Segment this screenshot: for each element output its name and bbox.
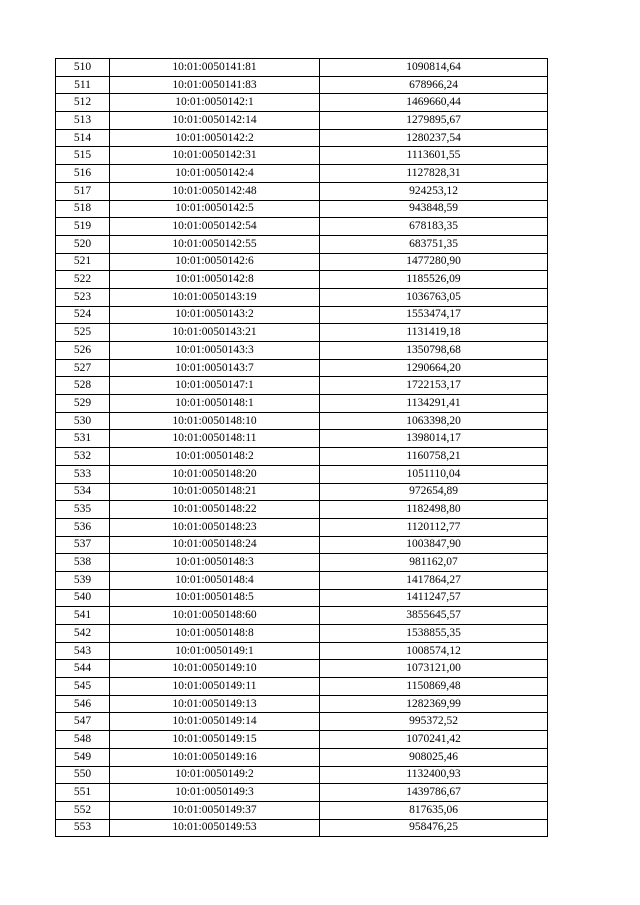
cadastral-number-cell: 10:01:0050142:8 xyxy=(110,271,320,289)
cadastral-number-cell: 10:01:0050141:81 xyxy=(110,59,320,77)
cadastral-number-cell: 10:01:0050148:60 xyxy=(110,607,320,625)
cadastral-number-cell: 10:01:0050148:4 xyxy=(110,571,320,589)
cadastral-value-table xyxy=(55,58,548,837)
cadastral-number-cell: 10:01:0050149:13 xyxy=(110,695,320,713)
table-row xyxy=(56,218,548,236)
row-number-cell: 520 xyxy=(56,235,110,253)
table-row xyxy=(56,342,548,360)
cadastral-value-cell: 817635,06 xyxy=(320,801,548,819)
table-row xyxy=(56,253,548,271)
cadastral-number-cell: 10:01:0050148:8 xyxy=(110,625,320,643)
table-row xyxy=(56,678,548,696)
table-row xyxy=(56,642,548,660)
cadastral-number-cell: 10:01:0050142:6 xyxy=(110,253,320,271)
cadastral-value-cell: 1134291,41 xyxy=(320,395,548,413)
table-row xyxy=(56,465,548,483)
table-row xyxy=(56,731,548,749)
row-number-cell: 551 xyxy=(56,784,110,802)
cadastral-value-cell: 1538855,35 xyxy=(320,625,548,643)
cadastral-number-cell: 10:01:0050149:1 xyxy=(110,642,320,660)
row-number-cell: 532 xyxy=(56,448,110,466)
cadastral-value-cell: 924253,12 xyxy=(320,182,548,200)
cadastral-number-cell: 10:01:0050143:21 xyxy=(110,324,320,342)
table-row xyxy=(56,59,548,77)
row-number-cell: 518 xyxy=(56,200,110,218)
cadastral-number-cell: 10:01:0050149:53 xyxy=(110,819,320,837)
cadastral-number-cell: 10:01:0050148:3 xyxy=(110,554,320,572)
cadastral-number-cell: 10:01:0050147:1 xyxy=(110,377,320,395)
table-row xyxy=(56,271,548,289)
cadastral-value-cell: 1411247,57 xyxy=(320,589,548,607)
table-row xyxy=(56,200,548,218)
row-number-cell: 536 xyxy=(56,518,110,536)
table-row xyxy=(56,536,548,554)
table-row xyxy=(56,288,548,306)
cadastral-number-cell: 10:01:0050148:21 xyxy=(110,483,320,501)
row-number-cell: 519 xyxy=(56,218,110,236)
cadastral-value-cell: 1185526,09 xyxy=(320,271,548,289)
cadastral-value-cell: 1182498,80 xyxy=(320,501,548,519)
cadastral-value-cell: 1003847,90 xyxy=(320,536,548,554)
cadastral-number-cell: 10:01:0050143:19 xyxy=(110,288,320,306)
cadastral-value-cell: 995372,52 xyxy=(320,713,548,731)
row-number-cell: 543 xyxy=(56,642,110,660)
row-number-cell: 524 xyxy=(56,306,110,324)
row-number-cell: 511 xyxy=(56,76,110,94)
row-number-cell: 549 xyxy=(56,748,110,766)
cadastral-value-cell: 678966,24 xyxy=(320,76,548,94)
cadastral-number-cell: 10:01:0050143:3 xyxy=(110,342,320,360)
row-number-cell: 512 xyxy=(56,94,110,112)
row-number-cell: 513 xyxy=(56,112,110,130)
cadastral-value-cell: 1722153,17 xyxy=(320,377,548,395)
table-row xyxy=(56,129,548,147)
cadastral-number-cell: 10:01:0050142:54 xyxy=(110,218,320,236)
row-number-cell: 541 xyxy=(56,607,110,625)
cadastral-value-cell: 1553474,17 xyxy=(320,306,548,324)
row-number-cell: 545 xyxy=(56,678,110,696)
table-row xyxy=(56,112,548,130)
cadastral-value-cell: 1439786,67 xyxy=(320,784,548,802)
row-number-cell: 537 xyxy=(56,536,110,554)
cadastral-value-cell: 1063398,20 xyxy=(320,412,548,430)
row-number-cell: 528 xyxy=(56,377,110,395)
row-number-cell: 510 xyxy=(56,59,110,77)
cadastral-value-cell: 1398014,17 xyxy=(320,430,548,448)
cadastral-number-cell: 10:01:0050142:5 xyxy=(110,200,320,218)
row-number-cell: 538 xyxy=(56,554,110,572)
cadastral-number-cell: 10:01:0050148:23 xyxy=(110,518,320,536)
cadastral-value-cell: 1036763,05 xyxy=(320,288,548,306)
cadastral-value-cell: 972654,89 xyxy=(320,483,548,501)
cadastral-value-cell: 1120112,77 xyxy=(320,518,548,536)
table-row xyxy=(56,695,548,713)
cadastral-number-cell: 10:01:0050148:24 xyxy=(110,536,320,554)
cadastral-number-cell: 10:01:0050149:11 xyxy=(110,678,320,696)
cadastral-number-cell: 10:01:0050148:10 xyxy=(110,412,320,430)
cadastral-value-cell: 1150869,48 xyxy=(320,678,548,696)
table-row xyxy=(56,412,548,430)
row-number-cell: 540 xyxy=(56,589,110,607)
row-number-cell: 525 xyxy=(56,324,110,342)
cadastral-value-cell: 1417864,27 xyxy=(320,571,548,589)
row-number-cell: 516 xyxy=(56,165,110,183)
cadastral-value-cell: 1280237,54 xyxy=(320,129,548,147)
row-number-cell: 531 xyxy=(56,430,110,448)
cadastral-value-cell: 683751,35 xyxy=(320,235,548,253)
cadastral-value-cell: 1350798,68 xyxy=(320,342,548,360)
cadastral-number-cell: 10:01:0050149:37 xyxy=(110,801,320,819)
table-row xyxy=(56,94,548,112)
cadastral-value-cell: 3855645,57 xyxy=(320,607,548,625)
cadastral-value-cell: 908025,46 xyxy=(320,748,548,766)
cadastral-number-cell: 10:01:0050143:2 xyxy=(110,306,320,324)
row-number-cell: 553 xyxy=(56,819,110,837)
cadastral-number-cell: 10:01:0050148:11 xyxy=(110,430,320,448)
cadastral-number-cell: 10:01:0050141:83 xyxy=(110,76,320,94)
cadastral-number-cell: 10:01:0050143:7 xyxy=(110,359,320,377)
row-number-cell: 547 xyxy=(56,713,110,731)
table-row xyxy=(56,554,548,572)
cadastral-value-cell: 1469660,44 xyxy=(320,94,548,112)
cadastral-number-cell: 10:01:0050149:10 xyxy=(110,660,320,678)
table-row xyxy=(56,359,548,377)
table-row xyxy=(56,147,548,165)
row-number-cell: 548 xyxy=(56,731,110,749)
row-number-cell: 515 xyxy=(56,147,110,165)
table-row xyxy=(56,766,548,784)
cadastral-number-cell: 10:01:0050148:1 xyxy=(110,395,320,413)
table-row xyxy=(56,76,548,94)
table-row xyxy=(56,589,548,607)
table-row xyxy=(56,660,548,678)
row-number-cell: 517 xyxy=(56,182,110,200)
cadastral-number-cell: 10:01:0050149:16 xyxy=(110,748,320,766)
cadastral-number-cell: 10:01:0050142:55 xyxy=(110,235,320,253)
row-number-cell: 514 xyxy=(56,129,110,147)
row-number-cell: 530 xyxy=(56,412,110,430)
table-row xyxy=(56,607,548,625)
cadastral-number-cell: 10:01:0050142:2 xyxy=(110,129,320,147)
table-row xyxy=(56,784,548,802)
cadastral-number-cell: 10:01:0050142:14 xyxy=(110,112,320,130)
table-row xyxy=(56,430,548,448)
table-row xyxy=(56,377,548,395)
row-number-cell: 523 xyxy=(56,288,110,306)
row-number-cell: 539 xyxy=(56,571,110,589)
table-row xyxy=(56,395,548,413)
table-row xyxy=(56,571,548,589)
cadastral-value-cell: 1290664,20 xyxy=(320,359,548,377)
row-number-cell: 526 xyxy=(56,342,110,360)
cadastral-value-cell: 1132400,93 xyxy=(320,766,548,784)
cadastral-number-cell: 10:01:0050142:48 xyxy=(110,182,320,200)
cadastral-value-cell: 1282369,99 xyxy=(320,695,548,713)
table-row xyxy=(56,235,548,253)
table-row xyxy=(56,501,548,519)
row-number-cell: 552 xyxy=(56,801,110,819)
row-number-cell: 550 xyxy=(56,766,110,784)
cadastral-value-cell: 1008574,12 xyxy=(320,642,548,660)
cadastral-number-cell: 10:01:0050149:14 xyxy=(110,713,320,731)
cadastral-value-cell: 1127828,31 xyxy=(320,165,548,183)
table-row xyxy=(56,713,548,731)
cadastral-value-cell: 1160758,21 xyxy=(320,448,548,466)
cadastral-value-cell: 1131419,18 xyxy=(320,324,548,342)
cadastral-number-cell: 10:01:0050142:4 xyxy=(110,165,320,183)
table-row xyxy=(56,483,548,501)
cadastral-value-cell: 678183,35 xyxy=(320,218,548,236)
row-number-cell: 521 xyxy=(56,253,110,271)
row-number-cell: 527 xyxy=(56,359,110,377)
table-row xyxy=(56,448,548,466)
row-number-cell: 542 xyxy=(56,625,110,643)
row-number-cell: 533 xyxy=(56,465,110,483)
cadastral-number-cell: 10:01:0050149:2 xyxy=(110,766,320,784)
cadastral-value-cell: 943848,59 xyxy=(320,200,548,218)
cadastral-value-cell: 1477280,90 xyxy=(320,253,548,271)
table-row xyxy=(56,306,548,324)
row-number-cell: 529 xyxy=(56,395,110,413)
cadastral-number-cell: 10:01:0050149:3 xyxy=(110,784,320,802)
row-number-cell: 534 xyxy=(56,483,110,501)
cadastral-value-cell: 1090814,64 xyxy=(320,59,548,77)
table-row xyxy=(56,518,548,536)
table-row xyxy=(56,801,548,819)
row-number-cell: 544 xyxy=(56,660,110,678)
cadastral-value-cell: 1070241,42 xyxy=(320,731,548,749)
cadastral-value-cell: 981162,07 xyxy=(320,554,548,572)
cadastral-value-cell: 1073121,00 xyxy=(320,660,548,678)
table-row xyxy=(56,625,548,643)
table-row xyxy=(56,182,548,200)
cadastral-value-cell: 1279895,67 xyxy=(320,112,548,130)
cadastral-number-cell: 10:01:0050142:1 xyxy=(110,94,320,112)
table-row xyxy=(56,748,548,766)
row-number-cell: 546 xyxy=(56,695,110,713)
cadastral-number-cell: 10:01:0050149:15 xyxy=(110,731,320,749)
cadastral-number-cell: 10:01:0050148:5 xyxy=(110,589,320,607)
cadastral-number-cell: 10:01:0050148:22 xyxy=(110,501,320,519)
cadastral-value-cell: 1113601,55 xyxy=(320,147,548,165)
cadastral-number-cell: 10:01:0050148:20 xyxy=(110,465,320,483)
row-number-cell: 522 xyxy=(56,271,110,289)
row-number-cell: 535 xyxy=(56,501,110,519)
table-row xyxy=(56,324,548,342)
table-row xyxy=(56,819,548,837)
table-row xyxy=(56,165,548,183)
table-body xyxy=(56,59,548,837)
cadastral-value-cell: 1051110,04 xyxy=(320,465,548,483)
cadastral-value-cell: 958476,25 xyxy=(320,819,548,837)
cadastral-number-cell: 10:01:0050142:31 xyxy=(110,147,320,165)
cadastral-number-cell: 10:01:0050148:2 xyxy=(110,448,320,466)
